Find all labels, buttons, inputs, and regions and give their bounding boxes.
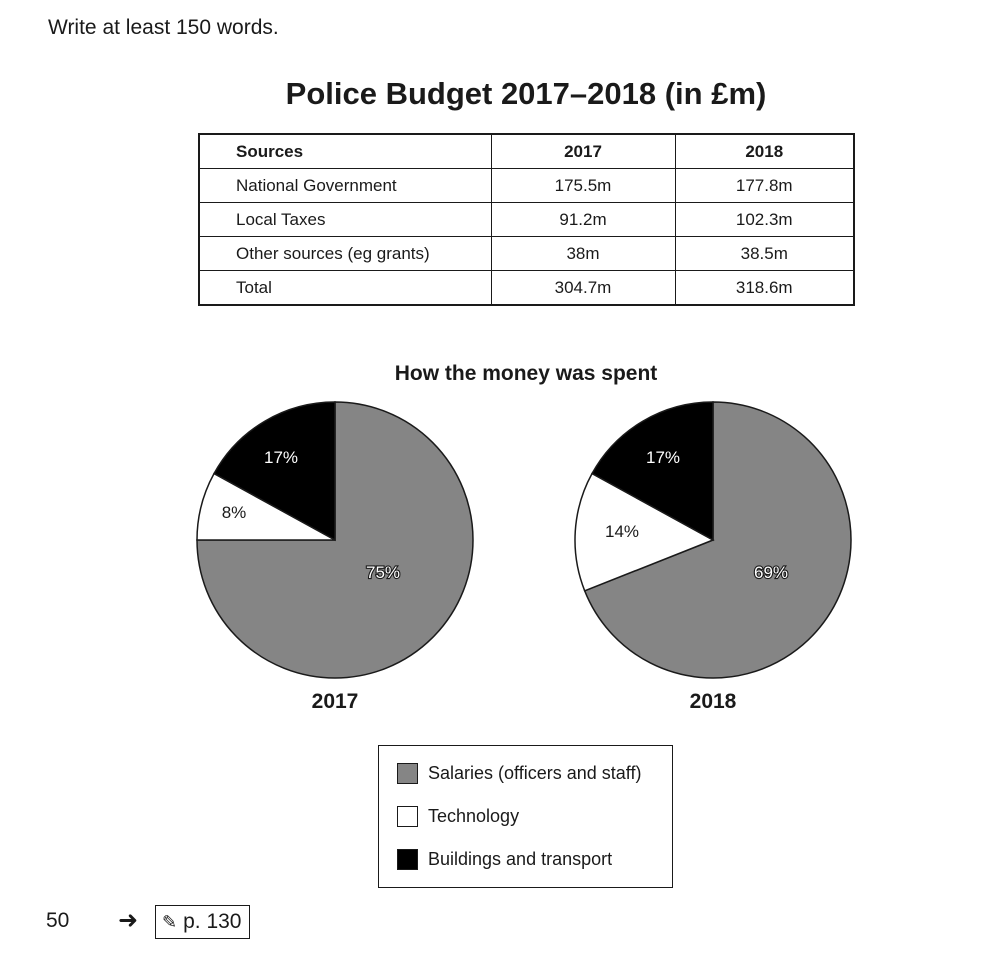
pencil-icon: ✎	[162, 911, 178, 932]
instruction-text: Write at least 150 words.	[48, 16, 279, 39]
pie-2017-year-label: 2017	[311, 690, 359, 713]
pie-2018-label-technology: 14%	[604, 522, 640, 541]
arrow-right-icon: ➜	[118, 907, 139, 934]
table-title: Police Budget 2017–2018 (in £m)	[285, 76, 767, 111]
row-source: Local Taxes	[199, 203, 491, 237]
row-2017-value: 175.5m	[491, 169, 675, 203]
header-sources: Sources	[199, 134, 491, 169]
page-number: 50	[46, 909, 70, 932]
legend-label-salaries: Salaries (officers and staff)	[428, 763, 642, 783]
page-reference[interactable]	[155, 905, 250, 939]
pie-subtitle: How the money was spent	[394, 362, 658, 385]
legend-item-salaries	[397, 763, 641, 784]
row-2018-value: 38.5m	[675, 237, 854, 271]
page-reference-label: p. 130	[183, 910, 242, 933]
row-source: Other sources (eg grants)	[199, 237, 491, 271]
legend-label-buildings: Buildings and transport	[428, 849, 613, 869]
pie-2017-label-buildings: 17%	[263, 448, 299, 467]
pie-2017-label-salaries: 75%	[365, 563, 401, 582]
legend	[378, 745, 673, 888]
row-2017-value: 304.7m	[491, 271, 675, 306]
row-2017-value: 38m	[491, 237, 675, 271]
legend-item-technology	[397, 806, 519, 827]
pie-2018-label-salaries: 69%	[753, 563, 789, 582]
legend-item-buildings	[397, 849, 612, 870]
pie-2018-label-buildings: 17%	[645, 448, 681, 467]
legend-label-technology: Technology	[428, 806, 520, 826]
pie-2018-year-label: 2018	[689, 690, 737, 713]
row-2017-value: 91.2m	[491, 203, 675, 237]
row-2018-value: 102.3m	[675, 203, 854, 237]
row-source: National Government	[199, 169, 491, 203]
header-2017: 2017	[491, 134, 675, 169]
legend-swatch-technology	[397, 806, 418, 827]
row-2018-value: 177.8m	[675, 169, 854, 203]
pie-2017-label-technology: 8%	[221, 503, 247, 522]
header-2018: 2018	[675, 134, 854, 169]
row-2018-value: 318.6m	[675, 271, 854, 306]
legend-swatch-salaries	[397, 763, 418, 784]
row-source: Total	[199, 271, 491, 306]
legend-swatch-buildings	[397, 849, 418, 870]
